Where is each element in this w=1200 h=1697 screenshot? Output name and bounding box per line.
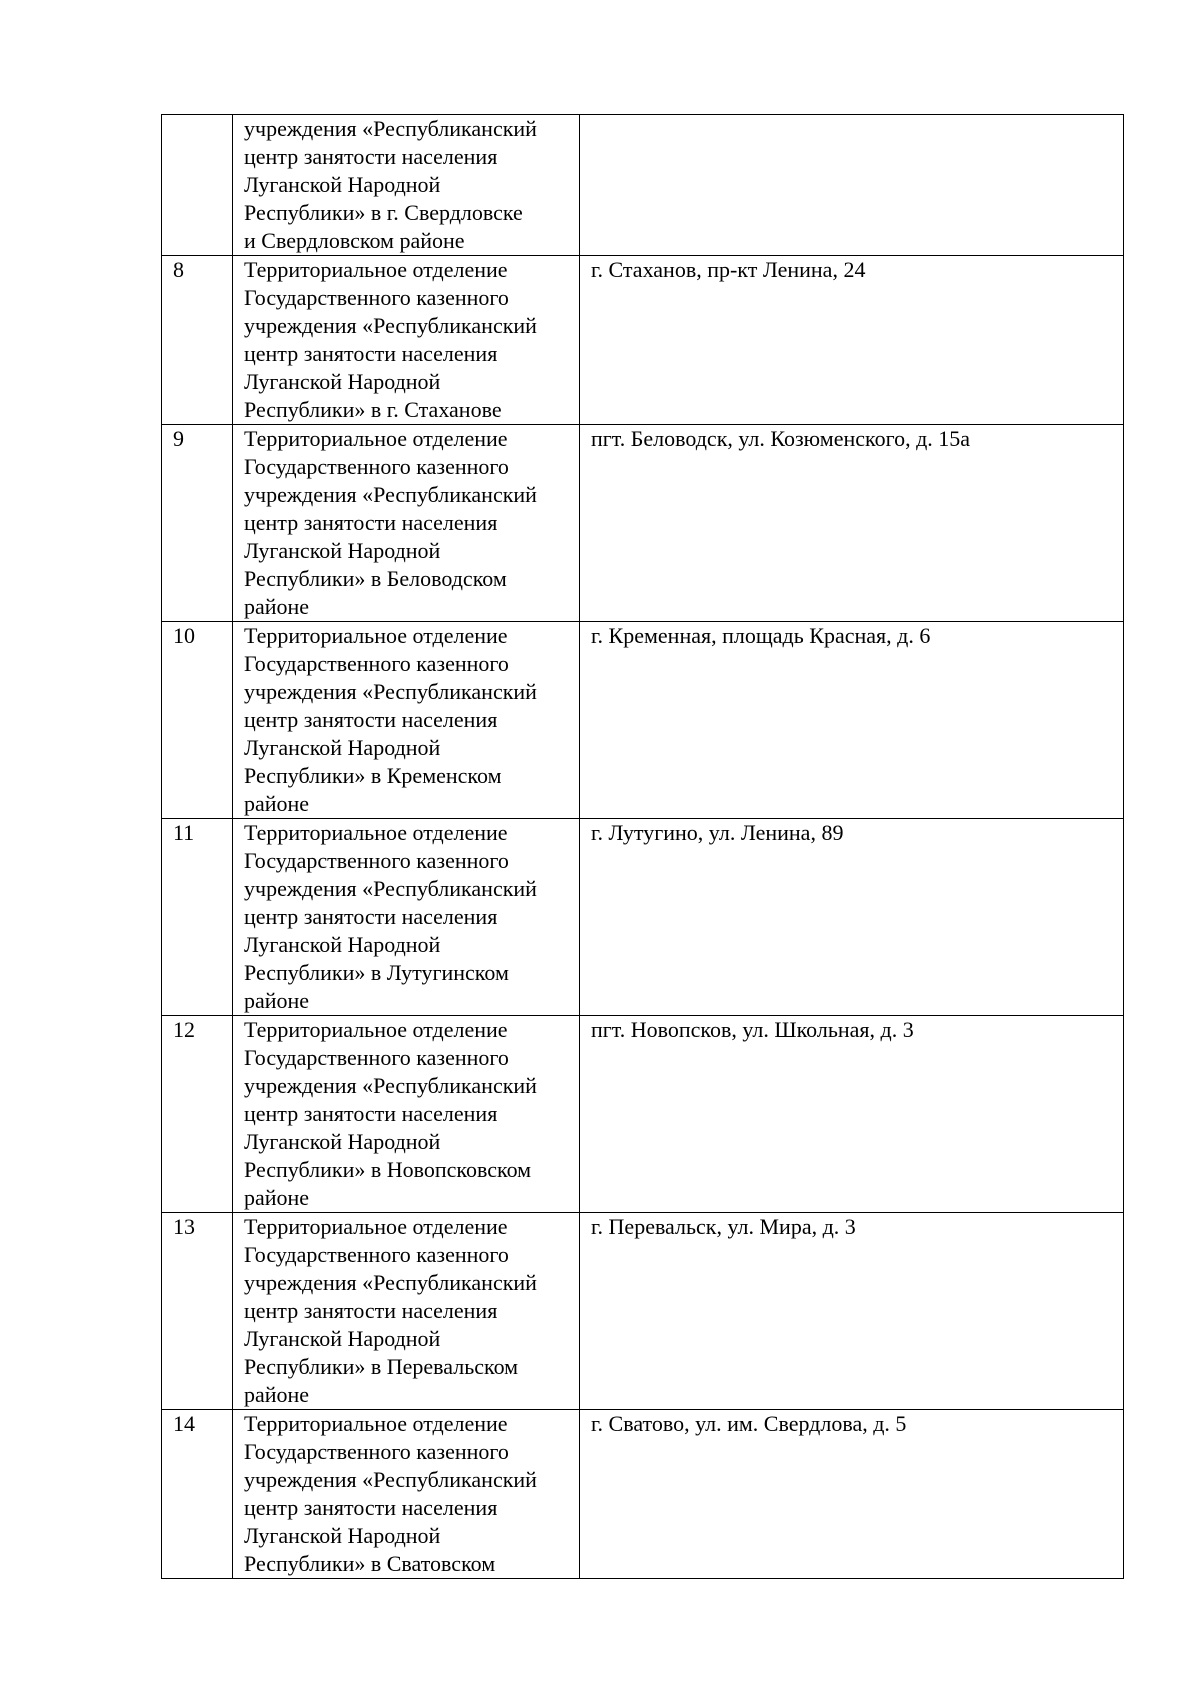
table-row [162,1213,1124,1410]
table-body [162,115,1124,1579]
address-cell: г. Стаханов, пр-кт Ленина, 24 [580,256,1124,425]
office-name-line: учреждения «Республиканский [244,313,537,338]
office-name-line: Республики» в Перевальском [244,1354,519,1379]
row-number-cell: 13 [162,1213,233,1410]
office-name-line: учреждения «Республиканский [244,679,537,704]
table-row [162,1016,1124,1213]
office-name-line: Государственного казенного [244,454,509,479]
office-name-line: Луганской Народной [244,1129,441,1154]
office-name-line: районе [244,988,310,1013]
row-number-cell: 9 [162,425,233,622]
office-name-line: центр занятости населения [244,510,498,535]
office-name-line: Территориальное отделение [244,426,508,451]
office-name-line: районе [244,791,310,816]
row-number-cell: 12 [162,1016,233,1213]
office-name-line: центр занятости населения [244,1298,498,1323]
office-name-line: учреждения «Республиканский [244,1073,537,1098]
office-name-cell [233,115,580,256]
office-name-line: районе [244,594,310,619]
office-name-line: учреждения «Республиканский [244,1467,537,1492]
address-cell: г. Сватово, ул. им. Свердлова, д. 5 [580,1410,1124,1579]
address-cell: г. Кременная, площадь Красная, д. 6 [580,622,1124,819]
office-name-line: Территориальное отделение [244,1214,508,1239]
row-number-cell: 10 [162,622,233,819]
office-name-line: Республики» в Беловодском [244,566,507,591]
row-number-cell [162,115,233,256]
office-name-line: центр занятости населения [244,341,498,366]
office-name-line: Луганской Народной [244,538,441,563]
office-name-line: Государственного казенного [244,285,509,310]
office-name-line: и Свердловском районе [244,228,465,253]
office-name-line: Луганской Народной [244,172,441,197]
office-name-line: Республики» в г. Свердловске [244,200,523,225]
office-name-line: Республики» в Лутугинском [244,960,509,985]
office-name-line: центр занятости населения [244,904,498,929]
office-name-cell [233,1016,580,1213]
office-name-cell [233,622,580,819]
office-name-line: Территориальное отделение [244,1017,508,1042]
table-row [162,819,1124,1016]
office-name-line: Луганской Народной [244,1326,441,1351]
office-name-line: учреждения «Республиканский [244,116,537,141]
office-name-cell [233,425,580,622]
table-row [162,115,1124,256]
table-row [162,425,1124,622]
office-name-line: Республики» в г. Стаханове [244,397,502,422]
office-name-line: центр занятости населения [244,144,498,169]
office-name-line: учреждения «Республиканский [244,1270,537,1295]
office-name-line: Территориальное отделение [244,623,508,648]
office-name-line: Государственного казенного [244,848,509,873]
office-name-line: центр занятости населения [244,707,498,732]
office-name-line: Республики» в Новопсковском [244,1157,532,1182]
office-name-line: Республики» в Сватовском [244,1551,496,1576]
office-name-line: Луганской Народной [244,369,441,394]
office-name-line: Государственного казенного [244,1242,509,1267]
row-number-cell: 11 [162,819,233,1016]
office-name-line: Территориальное отделение [244,1411,508,1436]
office-name-line: Государственного казенного [244,1045,509,1070]
office-name-line: Луганской Народной [244,1523,441,1548]
office-name-cell [233,819,580,1016]
table-row [162,1410,1124,1579]
address-cell: г. Лутугино, ул. Ленина, 89 [580,819,1124,1016]
table-row [162,622,1124,819]
office-name-line: Территориальное отделение [244,820,508,845]
office-name-line: Луганской Народной [244,932,441,957]
office-name-line: Государственного казенного [244,1439,509,1464]
office-name-line: Территориальное отделение [244,257,508,282]
office-name-cell [233,1213,580,1410]
row-number-cell: 14 [162,1410,233,1579]
address-cell: г. Перевальск, ул. Мира, д. 3 [580,1213,1124,1410]
office-name-line: районе [244,1185,310,1210]
office-name-line: Республики» в Кременском [244,763,502,788]
address-cell [580,115,1124,256]
office-name-line: учреждения «Республиканский [244,482,537,507]
address-cell: пгт. Беловодск, ул. Козюменского, д. 15а [580,425,1124,622]
office-name-line: районе [244,1382,310,1407]
office-name-line: центр занятости населения [244,1495,498,1520]
address-cell: пгт. Новопсков, ул. Школьная, д. 3 [580,1016,1124,1213]
office-name-line: Государственного казенного [244,651,509,676]
office-name-line: учреждения «Республиканский [244,876,537,901]
table-row [162,256,1124,425]
office-name-cell [233,1410,580,1579]
offices-table [161,114,1124,1579]
office-name-cell [233,256,580,425]
office-name-line: центр занятости населения [244,1101,498,1126]
office-name-line: Луганской Народной [244,735,441,760]
row-number-cell: 8 [162,256,233,425]
